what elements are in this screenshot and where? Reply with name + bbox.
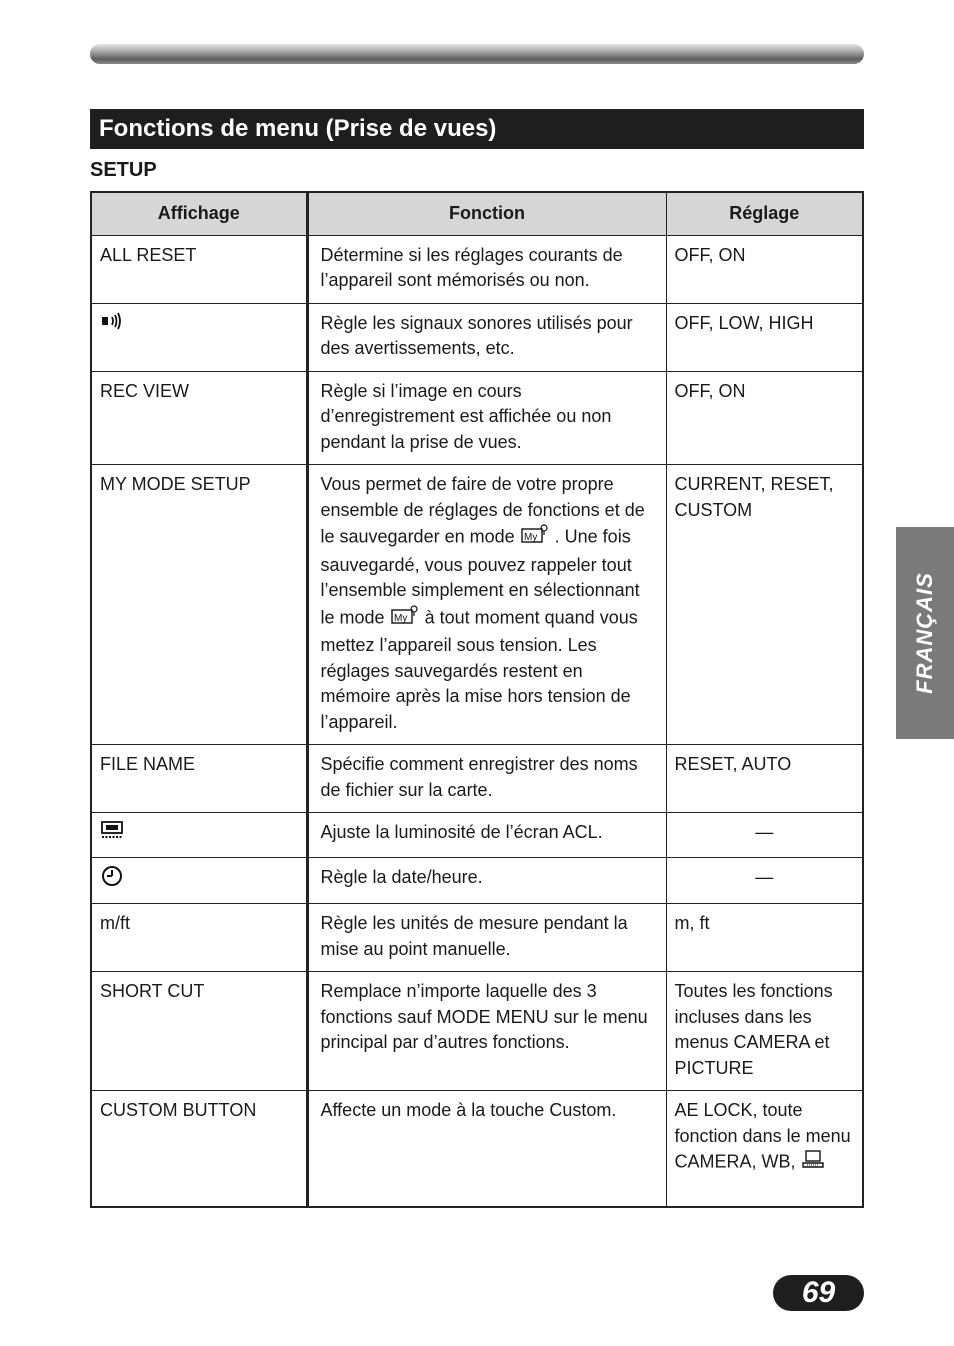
- table-row: [91, 904, 863, 972]
- row-setting: OFF, LOW, HIGH: [666, 303, 863, 371]
- svg-text:My: My: [393, 612, 407, 624]
- section-title: SETUP: [90, 159, 157, 181]
- row-setting: Toutes les fonctions incluses dans les menus CAMERA et PICTURE: [666, 972, 863, 1091]
- function-text-part1: Vous permet de faire de votre propre ensemble de réglages de fonctions et de le sauvegarder en mode: [320, 474, 645, 547]
- function-text-part3: à tout moment quand vous mettez l’appareil sous tension. Les réglages sauvegardés restent en mémoire après la mise hors tension de l’appareil.: [320, 607, 638, 732]
- row-setting: OFF, ON: [666, 371, 863, 465]
- table-row: [91, 303, 863, 371]
- column-header-display: Affichage: [91, 192, 307, 235]
- setup-table: [90, 191, 864, 1208]
- row-setting: OFF, ON: [666, 235, 863, 303]
- row-display: SHORT CUT: [91, 972, 307, 1091]
- my-mode-icon: [390, 604, 420, 634]
- table-row: [91, 235, 863, 303]
- print-icon: [801, 1149, 825, 1177]
- table-row: [91, 745, 863, 813]
- beep-icon: [100, 311, 124, 339]
- row-function: Règle les unités de mesure pendant la mise au point manuelle.: [307, 904, 666, 972]
- clock-icon: [100, 865, 124, 895]
- row-display: m/ft: [91, 904, 307, 972]
- language-tab: [896, 527, 954, 739]
- table-header-row: [91, 192, 863, 235]
- monitor-brightness-icon: [100, 820, 124, 848]
- language-tab-label: FRANÇAIS: [912, 572, 937, 694]
- row-setting: —: [666, 813, 863, 858]
- row-function: Remplace n’importe laquelle des 3 fonctions sauf MODE MENU sur le menu principal par d’autres fonctions.: [307, 972, 666, 1091]
- table-row: [91, 371, 863, 465]
- function-text-part2: . Une fois sauvegardé, vous pouvez rappeler tout l’ensemble simplement en sélectionnant le mode: [320, 526, 640, 627]
- row-function: Règle la date/heure.: [307, 857, 666, 904]
- row-function: Règle les signaux sonores utilisés pour des avertissements, etc.: [307, 303, 666, 371]
- top-decorative-bar: [90, 44, 864, 64]
- page-title: Fonctions de menu (Prise de vues): [90, 109, 864, 149]
- page-number: 69: [773, 1275, 864, 1311]
- column-header-setting: Réglage: [666, 192, 863, 235]
- row-display: CUSTOM BUTTON: [91, 1091, 307, 1207]
- table-row: [91, 465, 863, 745]
- row-display: [91, 303, 307, 371]
- row-display: MY MODE SETUP: [91, 465, 307, 745]
- row-setting: CURRENT, RESET, CUSTOM: [666, 465, 863, 745]
- row-display: FILE NAME: [91, 745, 307, 813]
- my-mode-icon: [520, 523, 550, 553]
- row-function: Affecte un mode à la touche Custom.: [307, 1091, 666, 1207]
- row-setting: m, ft: [666, 904, 863, 972]
- row-display: [91, 857, 307, 904]
- row-display: [91, 813, 307, 858]
- row-function: Ajuste la luminosité de l’écran ACL.: [307, 813, 666, 858]
- row-setting: [666, 1091, 863, 1207]
- row-function: [307, 465, 666, 745]
- table-row: [91, 857, 863, 904]
- row-function: Détermine si les réglages courants de l’appareil sont mémorisés ou non.: [307, 235, 666, 303]
- row-function: Spécifie comment enregistrer des noms de fichier sur la carte.: [307, 745, 666, 813]
- row-setting: RESET, AUTO: [666, 745, 863, 813]
- table-row: [91, 813, 863, 858]
- table-row: [91, 1091, 863, 1207]
- table-row: [91, 972, 863, 1091]
- row-function: Règle si l’image en cours d’enregistrement est affichée ou non pendant la prise de vues.: [307, 371, 666, 465]
- setting-text: AE LOCK, toute fonction dans le menu CAMERA, WB,: [674, 1100, 851, 1172]
- row-display: REC VIEW: [91, 371, 307, 465]
- column-header-function: Fonction: [307, 192, 666, 235]
- svg-text:My: My: [523, 532, 537, 543]
- row-display: ALL RESET: [91, 235, 307, 303]
- row-setting: —: [666, 857, 863, 904]
